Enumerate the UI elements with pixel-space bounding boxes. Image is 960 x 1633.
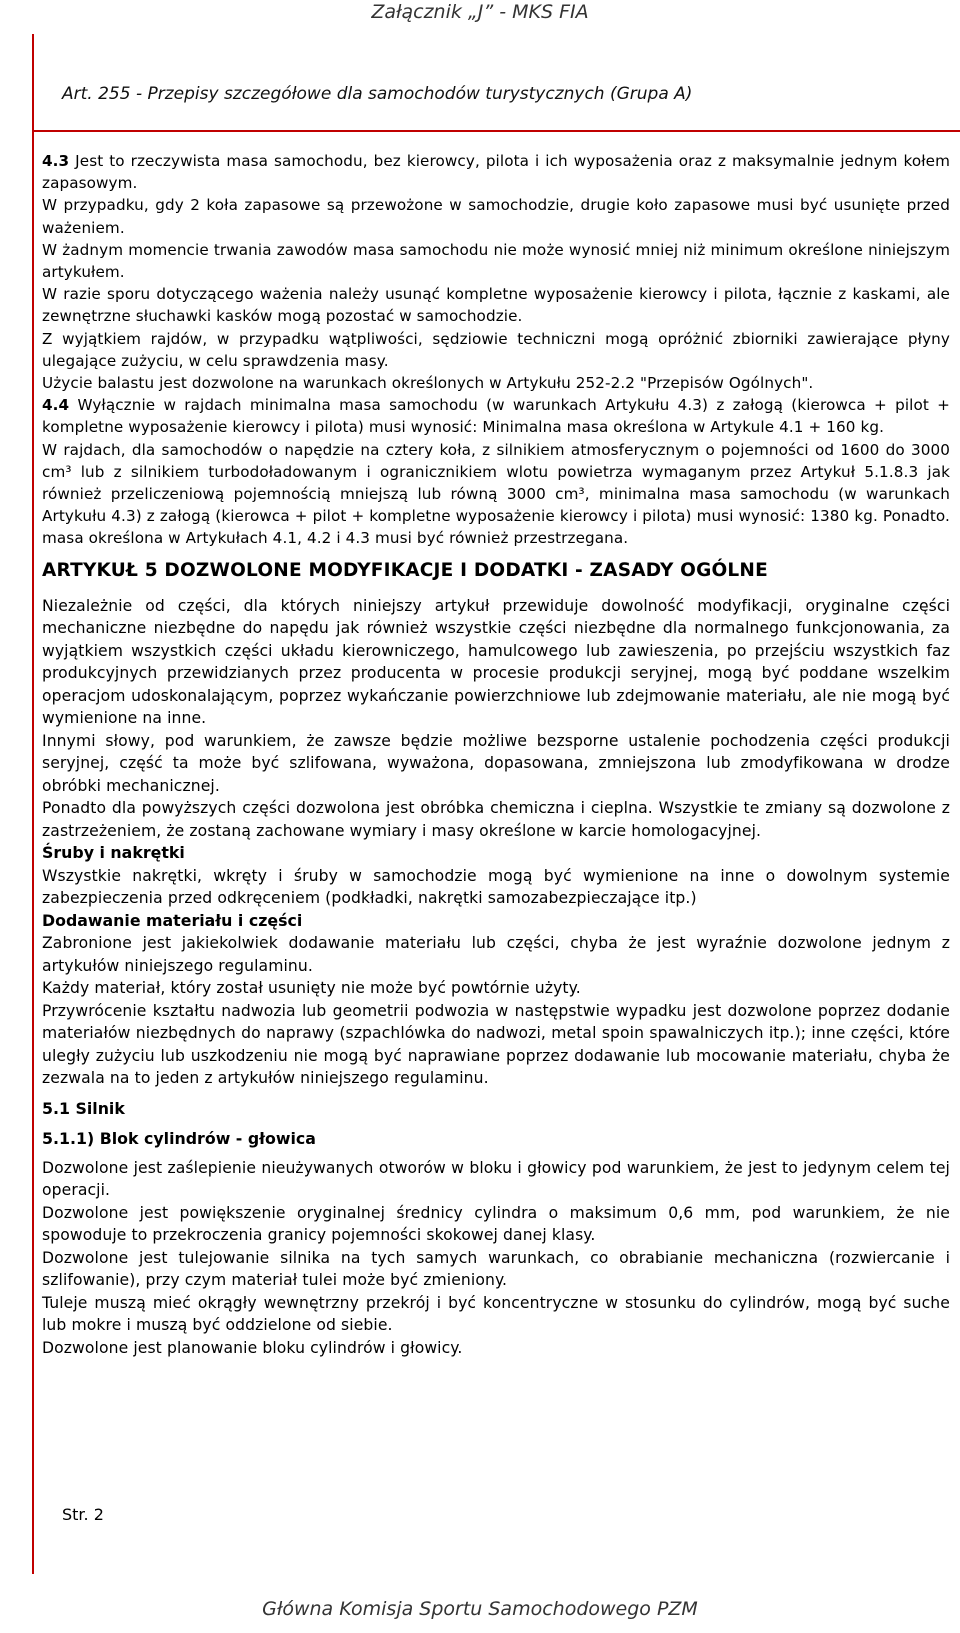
material-heading: Dodawanie materiału i części: [42, 910, 303, 930]
paragraph: Każdy materiał, który został usunięty nie może być powtórnie użyty.: [42, 979, 581, 998]
section-4-3-paragraph: 4.3 Jest to rzeczywista masa samochodu, bez kierowcy, pilota i ich wyposażenia oraz z maksymalnie jednym kołem zapasowym.: [42, 152, 950, 193]
paragraph: Ponadto dla powyższych części dozwolona jest obróbka chemiczna i cieplna. Wszystkie te zmiany są dozwolone z zastrzeżeniem, że zostaną zachowane wymiary i masy określone w karcie homologacyjnej.: [42, 799, 950, 840]
paragraph: Dozwolone jest zaślepienie nieużywanych otworów w bloku i głowicy pod warunkiem, że jest to jedynym celem tej operacji.: [42, 1158, 950, 1200]
section-number: 4.3: [42, 152, 70, 170]
screws-heading: Śruby i nakrętki: [42, 843, 185, 863]
section-5-1-1-heading: 5.1.1) Blok cylindrów - głowica: [42, 1129, 316, 1149]
paragraph: Przywrócenie kształtu nadwozia lub geometrii podwozia w następstwie wypadku jest dozwolone poprzez dodanie materiałów niezbędnych do naprawy (szpachlówka do nadwozi, metal spoin spawalniczych itp.); inne części, które uległy zużyciu lub uszkodzeniu nie mogą być naprawiane poprzez dodawanie lub mocowanie materiału, chyba że zezwala na to jeden z artykułów niniejszego regulaminu.: [42, 1001, 950, 1088]
paragraph: Wszystkie nakrętki, wkręty i śruby w samochodzie mogą być wymienione na inne o dowolnym systemie zabezpieczenia przed odkręceniem (podkładki, nakrętki samozabezpieczające itp.): [42, 866, 950, 908]
paragraph: Zabronione jest jakiekolwiek dodawanie materiału lub części, chyba że jest wyraźnie dozwolone jednym z artykułów niniejszego regulaminu.: [42, 934, 950, 975]
vertical-margin-rule: [32, 34, 34, 1574]
section-number: 4.4: [42, 396, 70, 415]
paragraph: Dozwolone jest powiększenie oryginalnej średnicy cylindra o maksimum 0,6 mm, pod warunkiem, że nie spowoduje to przekroczenia granicy pojemności skokowej danej klasy.: [42, 1203, 950, 1245]
article-reference: Art. 255 - Przepisy szczegółowe dla samochodów turystycznych (Grupa A): [62, 84, 693, 104]
page-number: Str. 2: [62, 1505, 104, 1524]
horizontal-header-rule: [32, 130, 960, 132]
paragraph: W żadnym momencie trwania zawodów masa samochodu nie może wynosić mniej niż minimum określone niniejszym artykułem.: [42, 240, 950, 282]
paragraph: W przypadku, gdy 2 koła zapasowe są przewożone w samochodzie, drugie koło zapasowe musi być usunięte przed ważeniem.: [42, 196, 950, 237]
paragraph: Z wyjątkiem rajdów, w przypadku wątpliwości, sędziowie techniczni mogą opróżnić zbiorniki zawierające płyny ulegające zużyciu, w celu sprawdzenia masy.: [42, 329, 950, 370]
paragraph: Dozwolone jest planowanie bloku cylindrów i głowicy.: [42, 1338, 463, 1357]
section-4-4-paragraph: 4.4 Wyłącznie w rajdach minimalna masa samochodu (w warunkach Artykułu 4.3) z załogą (kierowca + pilot + kompletne wyposażenie kierowcy i pilota) musi wynosić: Minimalna masa określona w Artykule 4.1 + 160 kg.: [42, 396, 950, 437]
footer-title: Główna Komisja Sportu Samochodowego PZM: [262, 1598, 698, 1620]
paragraph: Tuleje muszą mieć okrągły wewnętrzny przekrój i być koncentryczne w stosunku do cylindrów, mogą być suche lub mokre i muszą być oddzielone od siebie.: [42, 1293, 950, 1335]
article-5-heading: ARTYKUŁ 5 DOZWOLONE MODYFIKACJE I DODATKI - ZASADY OGÓLNE: [42, 559, 768, 581]
paragraph: Niezależnie od części, dla których niniejszy artykuł przewiduje dowolność modyfikacji, oryginalne części mechaniczne niezbędne do napędu jak również wszystkie części niezbędne dla normalnego funkcjonowania, za wyjątkiem wszystkich części układu kierowniczego, hamulcowego lub zawieszenia, po przejściu wszystkich faz produkcyjnych przewidzianych przez producenta w procesie produkcji seryjnej, mogą być poddane wszelkim operacjom udoskonalającym, poprzez wykańczanie powierzchniowe lub zdejmowanie materiału, ale nie mogą być wymienione na inne.: [42, 596, 950, 728]
paragraph: Dozwolone jest tulejowanie silnika na tych samych warunkach, co obrabianie mechaniczna (rozwiercanie i szlifowanie), przy czym materiał tulei może być zmieniony.: [42, 1248, 950, 1290]
paragraph: Użycie balastu jest dozwolone na warunkach określonych w Artykułu 252-2.2 "Przepisów Ogólnych".: [42, 374, 814, 393]
document-header-title: Załącznik „J” - MKS FIA: [371, 1, 589, 23]
document-body: [42, 150, 950, 1359]
paragraph: W rajdach, dla samochodów o napędzie na cztery koła, z silnikiem atmosferycznym o pojemności od 1600 do 3000 cm³ lub z silnikiem turbodoładowanym i ogranicznikiem wlotu powietrza wymaganym przez Artykuł 5.1.8.3 jak również przeliczeniową pojemnością mniejszą lub równą 3000 cm³, minimalna masa samochodu (w warunkach Artykułu 4.3) z załogą (kierowca + pilot + kompletne wyposażenie kierowcy i pilota) musi wynosić: 1380 kg. Ponadto. masa określona w Artykułach 4.1, 4.2 i 4.3 musi być również przestrzegana.: [42, 440, 950, 548]
paragraph: Innymi słowy, pod warunkiem, że zawsze będzie możliwe bezsporne ustalenie pochodzenia części produkcji seryjnej, część ta może być szlifowana, wyważona, dopasowana, zmniejszona lub zmodyfikowana w drodze obróbki mechanicznej.: [42, 731, 950, 795]
paragraph: W razie sporu dotyczącego ważenia należy usunąć kompletne wyposażenie kierowcy i pilota, łącznie z kaskami, ale zewnętrzne słuchawki kasków mogą pozostać w samochodzie.: [42, 285, 950, 326]
section-5-1-heading: 5.1 Silnik: [42, 1098, 125, 1118]
